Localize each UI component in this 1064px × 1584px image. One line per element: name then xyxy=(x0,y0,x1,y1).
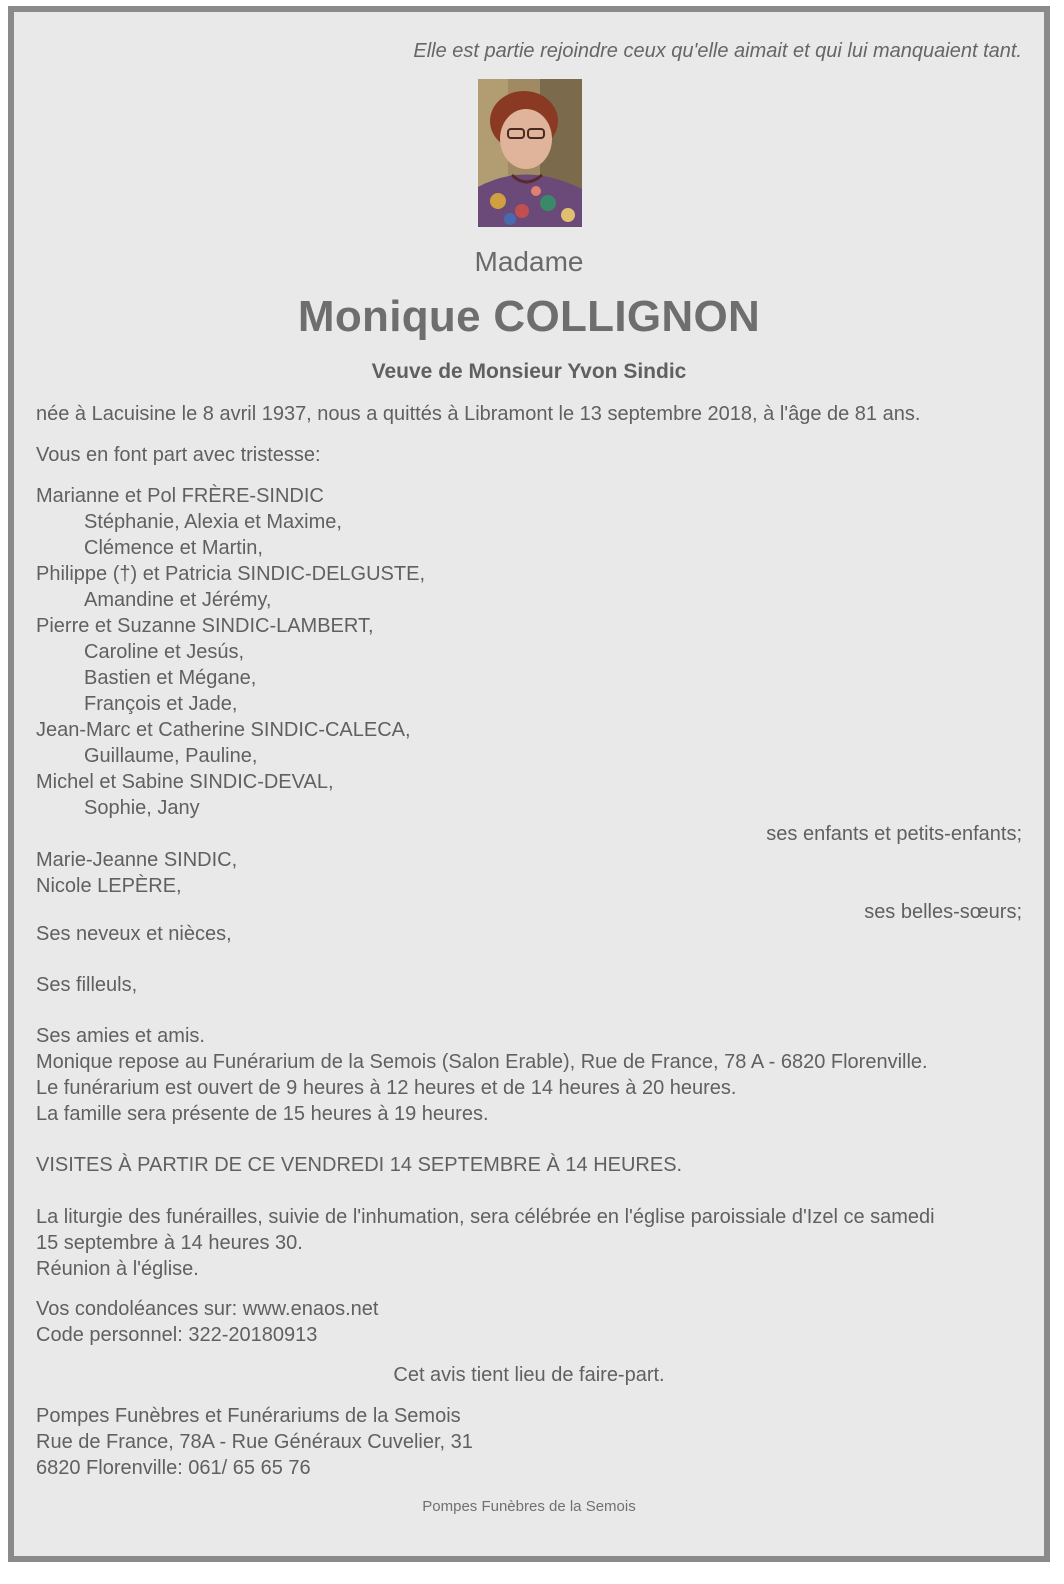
liturgy-line: La liturgie des funérailles, suivie de l'inhumation, sera célébrée en l'église paroissiale d'Izel ce samedi xyxy=(36,1206,935,1228)
rest-info-line: Le funérarium est ouvert de 9 heures à 12 heures et de 14 heures à 20 heures. xyxy=(36,1077,737,1099)
rest-info-block xyxy=(36,1023,1022,1127)
family-line: Michel et Sabine SINDIC-DEVAL, xyxy=(36,771,334,793)
obituary-content xyxy=(36,12,1022,1556)
portrait-photo xyxy=(478,79,582,227)
family-line: Stéphanie, Alexia et Maxime, xyxy=(84,511,342,533)
family-line: François et Jade, xyxy=(84,693,238,715)
children-label: ses enfants et petits-enfants; xyxy=(766,823,1022,845)
nephews-line: Ses neveux et nièces, xyxy=(36,923,232,945)
sister-in-law-line: Nicole LEPÈRE, xyxy=(36,875,182,897)
condolences-line: Vos condoléances sur: www.enaos.net xyxy=(36,1298,379,1320)
funeral-home-address: Rue de France, 78A - Rue Généraux Cuvelier, 31 xyxy=(36,1431,473,1453)
family-line: Guillaume, Pauline, xyxy=(84,745,258,767)
family-line: Amandine et Jérémy, xyxy=(84,589,272,611)
footer-credit: Pompes Funèbres de la Semois xyxy=(422,1498,636,1515)
funeral-home-name: Pompes Funèbres et Funérariums de la Semois xyxy=(36,1405,461,1427)
sister-in-law-line: Marie-Jeanne SINDIC, xyxy=(36,849,238,871)
announce-intro: Vous en font part avec tristesse: xyxy=(36,444,321,466)
funeral-home-block xyxy=(36,1403,1022,1481)
family-list xyxy=(36,483,1022,925)
visits-line: VISITES À PARTIR DE CE VENDREDI 14 SEPTEMBRE À 14 HEURES. xyxy=(36,1154,683,1176)
family-line: Clémence et Martin, xyxy=(84,537,263,559)
family-line: Sophie, Jany xyxy=(84,797,200,819)
friends-line: Ses amies et amis. xyxy=(36,1025,205,1047)
honorific: Madame xyxy=(474,246,584,277)
family-line: Bastien et Mégane, xyxy=(84,667,257,689)
funeral-home-phone: 6820 Florenville: 061/ 65 65 76 xyxy=(36,1457,311,1479)
widow-of: Veuve de Monsieur Yvon Sindic xyxy=(371,360,687,383)
family-line: Caroline et Jesús, xyxy=(84,641,245,663)
family-line: Jean-Marc et Catherine SINDIC-CALECA, xyxy=(36,719,411,741)
birth-death-line: née à Lacuisine le 8 avril 1937, nous a quittés à Libramont le 13 septembre 2018, à l'âge de 81 ans. xyxy=(36,403,921,425)
rest-info-line: Monique repose au Funérarium de la Semois (Salon Erable), Rue de France, 78 A - 6820 Florenville. xyxy=(36,1051,928,1073)
family-line: Philippe (†) et Patricia SINDIC-DELGUSTE, xyxy=(36,563,426,585)
obituary-card xyxy=(8,6,1050,1562)
godchildren-line: Ses filleuls, xyxy=(36,974,138,996)
family-line: Pierre et Suzanne SINDIC-LAMBERT, xyxy=(36,615,374,637)
rest-info-line: La famille sera présente de 15 heures à 19 heures. xyxy=(36,1103,489,1125)
epigraph: Elle est partie rejoindre ceux qu'elle aimait et qui lui manquaient tant. xyxy=(413,40,1022,62)
liturgy-line: 15 septembre à 14 heures 30. xyxy=(36,1232,303,1254)
condolences-block xyxy=(36,1296,1022,1348)
sisters-in-law-label: ses belles-sœurs; xyxy=(864,901,1022,923)
notice-line: Cet avis tient lieu de faire-part. xyxy=(393,1364,665,1386)
family-line: Marianne et Pol FRÈRE-SINDIC xyxy=(36,485,324,507)
liturgy-block xyxy=(36,1204,1022,1282)
liturgy-line: Réunion à l'église. xyxy=(36,1258,199,1280)
deceased-name: Monique COLLIGNON xyxy=(297,292,761,341)
condolences-code-line: Code personnel: 322-20180913 xyxy=(36,1324,318,1346)
